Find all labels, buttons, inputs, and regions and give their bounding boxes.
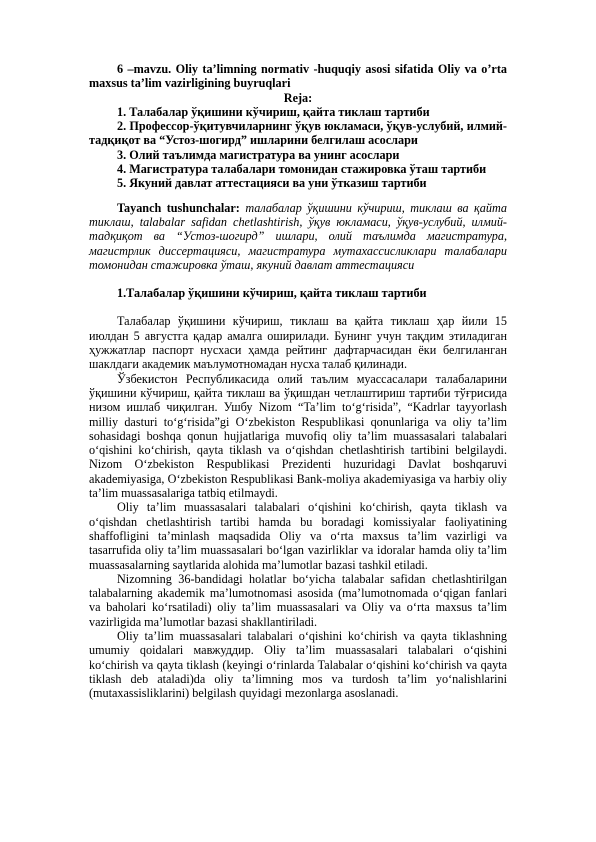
body-paragraph: Талабалар ўқишини кўчириш, тиклаш ва қайта тиклаш ҳар йили 15 июлдан 5 августга қадар амалга оширилади. Бунинг учун тақдим этиладиган ҳужжатлар паспорт нусхаси ҳамда рейтинг дафтарчасидан ёки белгиланган шаклдаги академик маълумотномадан нусха талаб қилинади. bbox=[89, 314, 507, 372]
plan-heading: Reja: bbox=[283, 90, 313, 105]
document-title: 6 –mavzu. Oliy ta’limning normativ -huquqiy asosi sifatida Oliy va o’rta maxsus ta’lim vazirligining buyruqlari bbox=[89, 62, 507, 91]
plan-item: 3. Олий таълимда магистратура ва унинг асослари bbox=[117, 147, 400, 162]
plan-item: 1. Талабалар ўқишини кўчириш, қайта тиклаш тартиби bbox=[117, 104, 430, 119]
key-concepts-text: талабалар ўқишини кўчириш, тиклаш ва қайта тиклаш, talabalar safidan chetlashtirish, ўқув юкламаси, ўқув-услубий, илмий-тадқиқот ва “Устоз-шогирд” ишлари, олий таълимда магистратура, магистрлик диссертацияси, магистратура мутахассисликлари талабалари томонидан стажировка ўташ, якуний давлат аттестацияси bbox=[89, 200, 507, 272]
plan-item: 5. Якуний давлат аттестацияси ва уни ўтказиш тартиби bbox=[117, 176, 427, 191]
plan-item: 4. Магистратура талабалари томонидан стажировка ўташ тартиби bbox=[117, 162, 487, 177]
key-concepts-label: Tayanch tushunchalar: bbox=[117, 200, 240, 215]
body-paragraph: Nizomning 36-bandidagi holatlar bo‘yicha talabalar safidan chetlashtirilgan talabalarning akademik ma’lumotnomasi asosida (ma’lumotnomada o‘qigan fanlari va baholari ko‘rsatiladi) oliy ta’lim muassasalari va Oliy va o‘rta maxsus ta’lim vazirligida ma’lumotlar bazasi shakllantiriladi. bbox=[89, 571, 507, 629]
plan-list bbox=[89, 105, 507, 191]
body-paragraph: Oliy ta’lim muassasalari talabalari o‘qishini ko‘chirish, qayta tiklash va o‘qishdan chetlashtirish tartibi hamda bu boradagi komissiyalar faoliyatining shaffofligini ta’minlash maqsadida Oliy va o‘rta maxsus ta’lim vazirligi va tasarrufida oliy ta’lim muassasalari bo‘lgan vazirliklar va idoralar hamda oliy ta’lim muassasalarning saytlarida alohida ma’lumotlar bazasi tashkil etiladi. bbox=[89, 500, 507, 572]
plan-item: 2. Профессор-ўқитувчиларнинг ўқув юкламаси, ўқув-услубий, илмий-тадқиқот ва “Устоз-шогирд” ишларини белгилаш асослари bbox=[89, 119, 507, 148]
key-concepts bbox=[89, 201, 507, 272]
document-page bbox=[89, 62, 507, 700]
section-heading: 1.Талабалар ўқишини кўчириш, қайта тиклаш тартиби bbox=[117, 286, 427, 301]
body-paragraph: Oliy ta’lim muassasalari talabalari o‘qishini ko‘chirish va qayta tiklashning umumiy qoidalari мавжуддир. Oliy ta’lim muassasalari talabalari o‘qishini ko‘chirish va qayta tiklash (keyingi o‘rinlarda Talabalar o‘qishini ko‘chirish va qayta tiklash deb ataladi)da oliy ta’limning mos va turdosh ta’lim yo‘nalishlarini (mutaxassisliklarini) belgilash quyidagi mezonlarga asoslanadi. bbox=[89, 628, 507, 701]
body-paragraph: Ўзбекистон Республикасида олий таълим муассасалари талабаларини ўқишини кўчириш, қайта тиклаш ва ўқишдан четлаштириш тартиби тўғрисида низом ишлаб чиқилган. Ушбу Nizom “Ta’lim to‘g‘risida”, “Kadrlar tayyorlash milliy dasturi to‘g‘risida”gi O‘zbekiston Respublikasi qonunlariga va oliy ta’lim sohasidagi boshqa qonun hujjatlariga muvofiq oliy ta’lim muassasalari talabalari o‘qishini ko‘chirish, qayta tiklash va o‘qishdan chetlashtirish tartibini belgilaydi. Nizom O‘zbekiston Respublikasi Prezidenti huzuridagi Davlat boshqaruvi akademiyasiga, O‘zbekiston Respublikasi Bank-moliya akademiyasiga va harbiy oliy ta’lim muassasalariga tatbiq etilmaydi. bbox=[89, 371, 507, 501]
